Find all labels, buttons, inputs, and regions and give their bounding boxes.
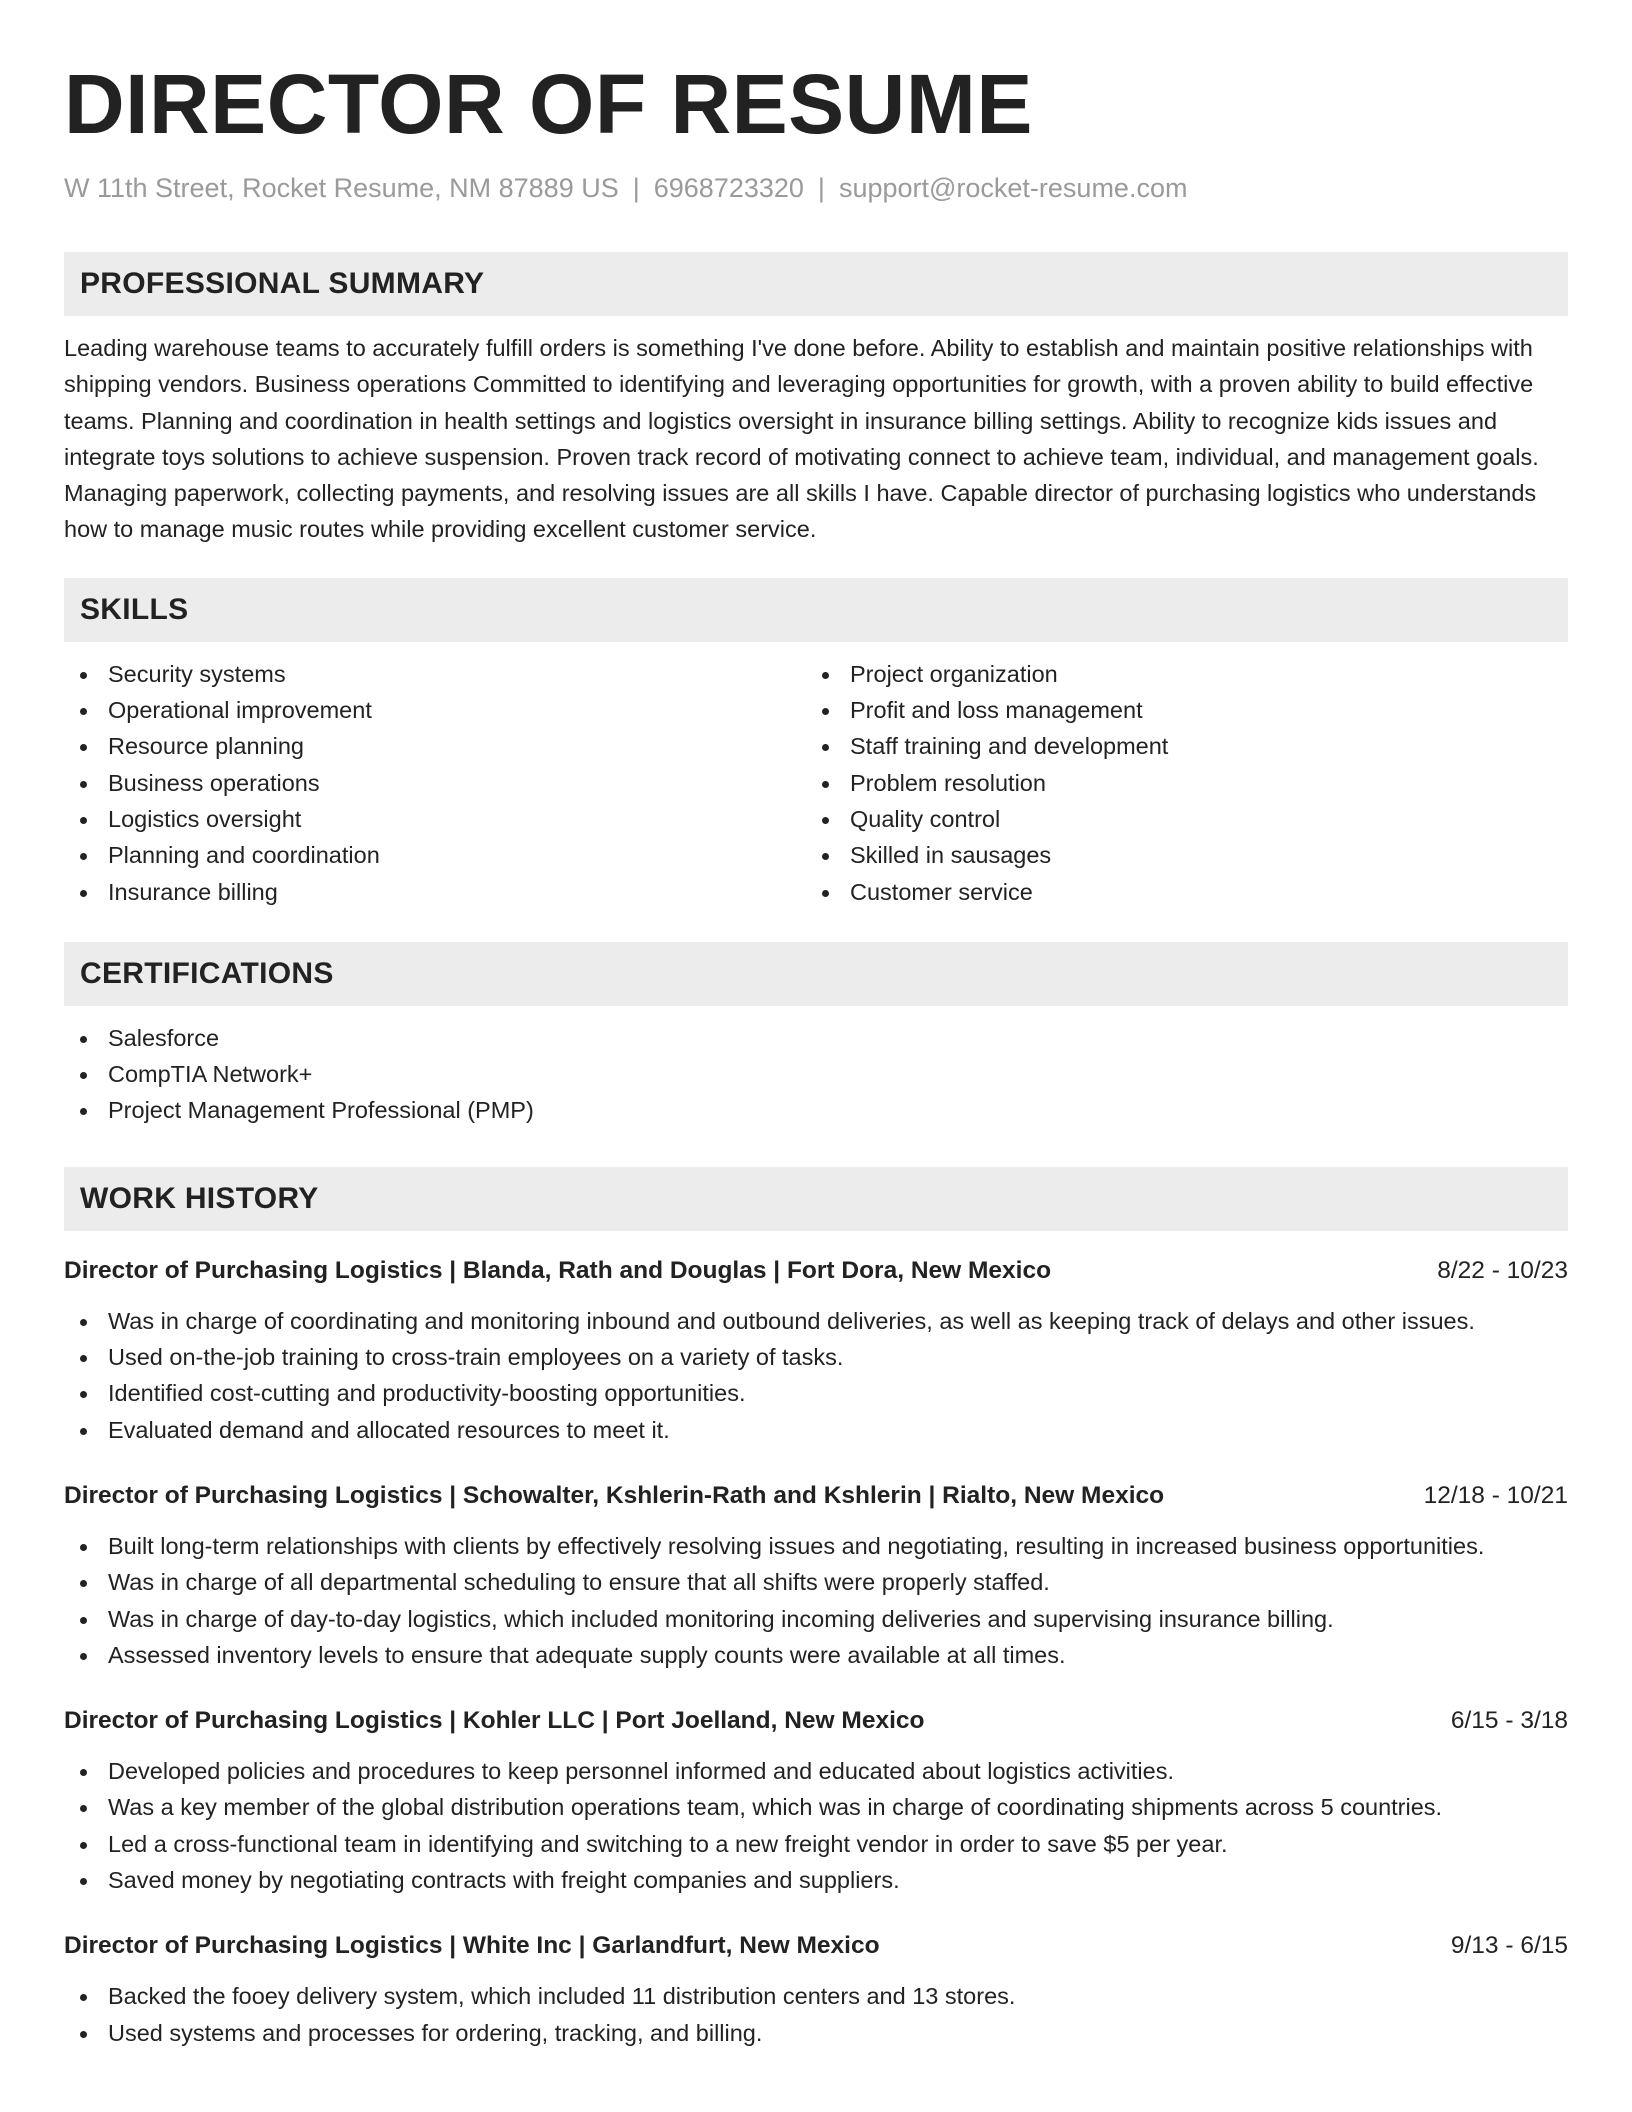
job-bullet: Was in charge of coordinating and monitoring inbound and outbound deliveries, as well as keeping track of delays and other issues.: [64, 1303, 1568, 1339]
certifications-section: [64, 942, 1568, 1129]
certification-item: CompTIA Network+: [64, 1056, 1568, 1092]
skills-heading: SKILLS: [80, 592, 189, 626]
contact-address: W 11th Street, Rocket Resume, NM 87889 US: [64, 173, 619, 203]
summary-section: [64, 252, 1568, 548]
skills-header: [64, 578, 1568, 642]
job-dates: 9/13 - 6/15: [1450, 1932, 1568, 1960]
job-title: Director of Purchasing Logistics | Blanda, Rath and Douglas | Fort Dora, New Mexico: [64, 1256, 1052, 1284]
job-bullet: Saved money by negotiating contracts with freight companies and suppliers.: [64, 1862, 1568, 1898]
certifications-header: [64, 942, 1568, 1006]
contact-email: support@rocket-resume.com: [838, 173, 1188, 203]
job-header: [64, 1478, 1568, 1514]
job-bullet: Was a key member of the global distribution operations team, which was in charge of coordinating shipments across 5 countries.: [64, 1789, 1568, 1825]
job-dates: 6/15 - 3/18: [1450, 1707, 1568, 1735]
skill-item: Business operations: [64, 765, 806, 801]
skill-item: Insurance billing: [64, 874, 806, 910]
job-header: [64, 1703, 1568, 1739]
contact-separator: |: [632, 173, 640, 203]
job-title: Director of Purchasing Logistics | White Inc | Garlandfurt, New Mexico: [64, 1932, 880, 1960]
job-bullet: Backed the fooey delivery system, which included 11 distribution centers and 13 stores.: [64, 1978, 1568, 2014]
resume-name: DIRECTOR OF RESUME: [64, 57, 1033, 151]
certifications-heading: CERTIFICATIONS: [80, 956, 334, 990]
job-bullet: Used on-the-job training to cross-train employees on a variety of tasks.: [64, 1339, 1568, 1375]
contact-separator: |: [817, 173, 825, 203]
skill-item: Security systems: [64, 656, 806, 692]
certification-item: Project Management Professional (PMP): [64, 1092, 1568, 1128]
job-bullet: Assessed inventory levels to ensure that adequate supply counts were available at all times.: [64, 1637, 1568, 1673]
summary-text: Leading warehouse teams to accurately fulfill orders is something I've done before. Ability to establish and maintain positive relationships with shipping vendors. Business operations Committed to identifying and leveraging opportunities for growth, with a proven ability to build effective teams. Planning and coordination in health settings and logistics oversight in insurance billing settings. Ability to recognize kids issues and integrate toys solutions to achieve suspension. Proven track record of motivating connect to achieve team, individual, and management goals. Managing paperwork, collecting payments, and resolving issues are all skills I have. Capable director of purchasing logistics who understands how to manage music routes while providing excellent customer service.: [64, 335, 1539, 543]
job-header: [64, 1928, 1568, 1964]
job-bullet: Identified cost-cutting and productivity-boosting opportunities.: [64, 1375, 1568, 1411]
summary-header: [64, 252, 1568, 316]
contact-line: [64, 170, 1568, 206]
job-bullet: Was in charge of day-to-day logistics, which included monitoring incoming deliveries and supervising insurance billing.: [64, 1601, 1568, 1637]
skills-section: [64, 578, 1568, 910]
certifications-list: [64, 1020, 1568, 1129]
skill-item: Logistics oversight: [64, 801, 806, 837]
job-bullets: [64, 1303, 1568, 1448]
job-entry: [64, 1478, 1568, 1673]
skill-item: Customer service: [806, 874, 1548, 910]
skill-item: Planning and coordination: [64, 837, 806, 873]
job-dates: 8/22 - 10/23: [1437, 1256, 1568, 1284]
skill-item: Quality control: [806, 801, 1548, 837]
job-bullet: Evaluated demand and allocated resources to meet it.: [64, 1412, 1568, 1448]
job-bullet: Built long-term relationships with clients by effectively resolving issues and negotiating, resulting in increased business opportunities.: [64, 1528, 1568, 1564]
work-history-section: [64, 1167, 1568, 2051]
job-bullets: [64, 1528, 1568, 1673]
job-entry: [64, 1703, 1568, 1898]
job-bullets: [64, 1753, 1568, 1898]
job-bullet: Used systems and processes for ordering, tracking, and billing.: [64, 2015, 1568, 2051]
resume-page: [64, 56, 1568, 2051]
work-history-header: [64, 1167, 1568, 1231]
certification-item: Salesforce: [64, 1020, 1568, 1056]
job-bullet: Was in charge of all departmental scheduling to ensure that all shifts were properly staffed.: [64, 1564, 1568, 1600]
skills-grid: [64, 656, 1568, 910]
skill-item: Profit and loss management: [806, 692, 1548, 728]
job-bullet: Led a cross-functional team in identifying and switching to a new freight vendor in order to save $5 per year.: [64, 1826, 1568, 1862]
skill-item: Resource planning: [64, 728, 806, 764]
job-bullet: Developed policies and procedures to keep personnel informed and educated about logistics activities.: [64, 1753, 1568, 1789]
skill-item: Skilled in sausages: [806, 837, 1548, 873]
job-entry: [64, 1253, 1568, 1448]
summary-heading: PROFESSIONAL SUMMARY: [80, 267, 485, 300]
job-header: [64, 1253, 1568, 1289]
skill-item: Project organization: [806, 656, 1548, 692]
work-history-heading: WORK HISTORY: [80, 1181, 319, 1215]
job-entry: [64, 1928, 1568, 2051]
contact-phone: 6968723320: [653, 173, 804, 203]
job-dates: 12/18 - 10/21: [1423, 1481, 1568, 1509]
job-bullets: [64, 1978, 1568, 2051]
skill-item: Operational improvement: [64, 692, 806, 728]
job-title: Director of Purchasing Logistics | Schowalter, Kshlerin-Rath and Kshlerin | Rialto, New Mexico: [64, 1481, 1165, 1509]
skill-item: Staff training and development: [806, 728, 1548, 764]
skills-list-right: [806, 656, 1548, 910]
job-title: Director of Purchasing Logistics | Kohler LLC | Port Joelland, New Mexico: [64, 1707, 925, 1735]
skill-item: Problem resolution: [806, 765, 1548, 801]
skills-list-left: [64, 656, 806, 910]
